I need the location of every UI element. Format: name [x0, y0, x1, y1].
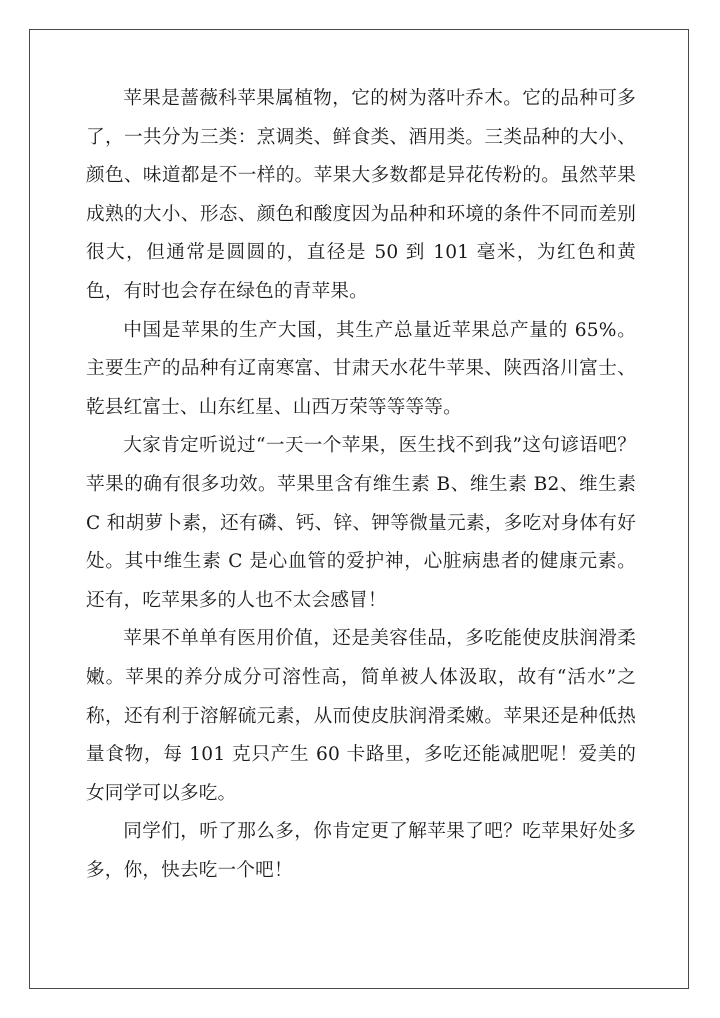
paragraph-5: 同学们，听了那么多，你肯定更了解苹果了吧？吃苹果好处多多，你，快去吃一个吧！ [86, 821, 636, 881]
paragraph-3: 大家肯定听说过“一天一个苹果，医生找不到我”这句谚语吧？苹果的确有很多功效。苹果里含有维生素 B、维生素 B2、维生素 C 和胡萝卜素，还有磷、钙、锌、钾等微量元素，多吃对身体有好处。其中维生素 C 是心血管的爱护神，心脏病患者的健康元素。还有，吃苹果多的人也不太会感冒！ [86, 435, 636, 611]
document-body [86, 80, 636, 890]
paragraph-2: 中国是苹果的生产大国，其生产总量近苹果总产量的 65%。主要生产的品种有辽南寒富、甘肃天水花牛苹果、陕西洛川富士、乾县红富士、山东红星、山西万荣等等等等。 [86, 319, 636, 418]
paragraph-4: 苹果不单单有医用价值，还是美容佳品，多吃能使皮肤润滑柔嫩。苹果的养分成分可溶性高，简单被人体汲取，故有“活水”之称，还有利于溶解硫元素，从而使皮肤润滑柔嫩。苹果还是种低热量食物，每 101 克只产生 60 卡路里，多吃还能减肥呢！爱美的女同学可以多吃。 [86, 628, 637, 804]
paragraph-1: 苹果是蔷薇科苹果属植物，它的树为落叶乔木。它的品种可多了，一共分为三类：烹调类、鲜食类、酒用类。三类品种的大小、颜色、味道都是不一样的。苹果大多数都是异花传粉的。虽然苹果成熟的大小、形态、颜色和酸度因为品种和环境的条件不同而差别很大，但通常是圆圆的，直径是 50 到 101 毫米，为红色和黄色，有时也会存在绿色的青苹果。 [86, 88, 636, 302]
